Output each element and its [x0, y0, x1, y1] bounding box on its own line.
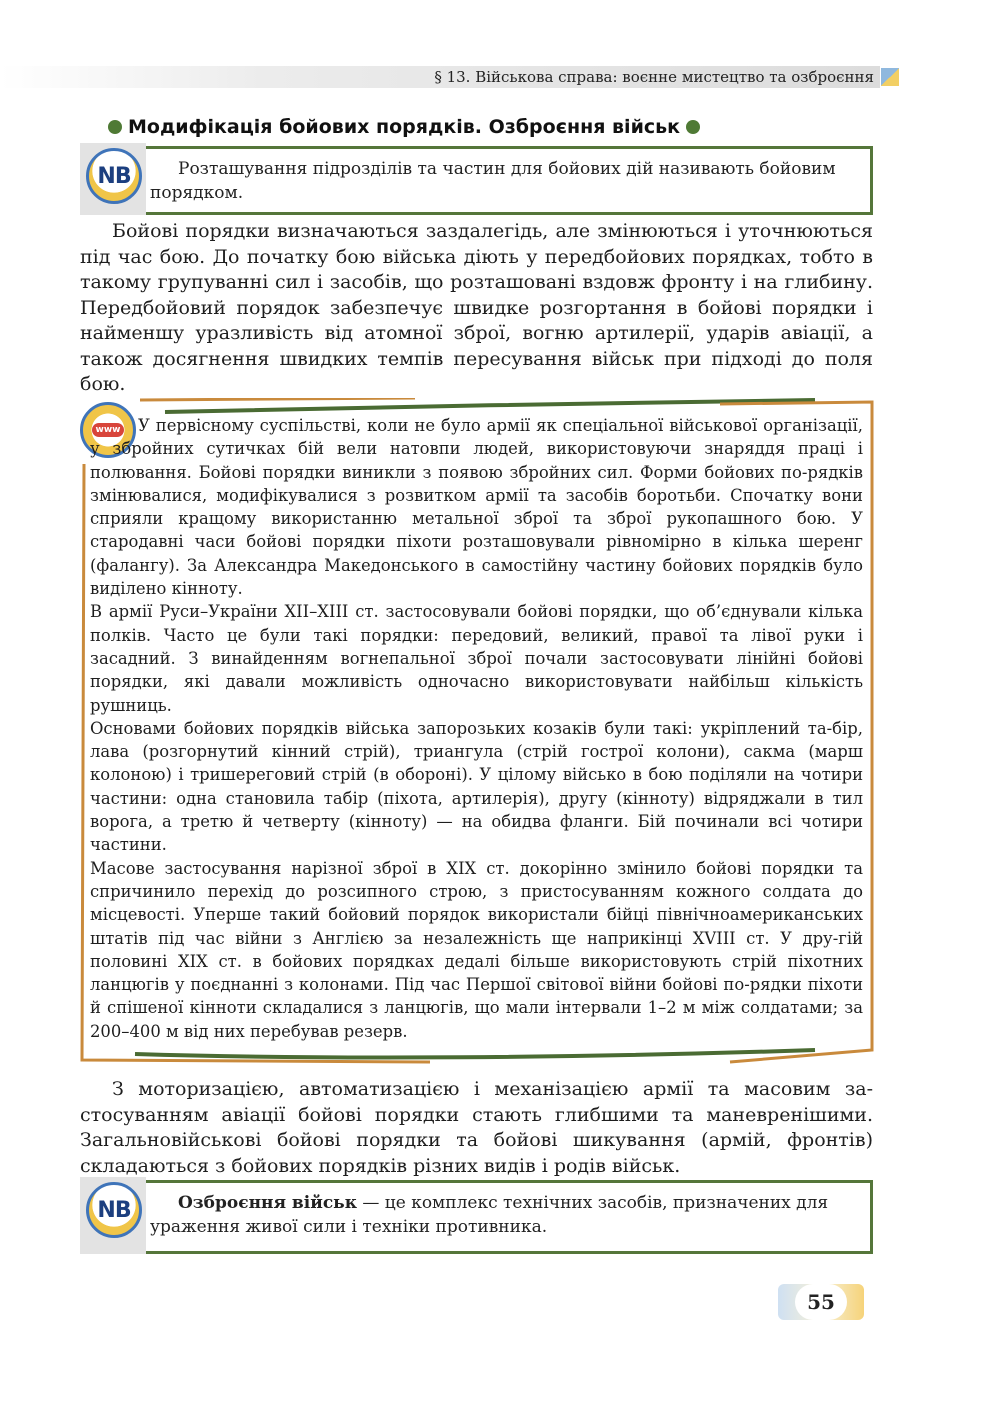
nb-logo-icon: NB — [86, 148, 142, 204]
nb-definition-box — [80, 1177, 873, 1254]
bullet-dot-icon — [108, 120, 122, 134]
www-paragraph: Масове застосування нарізної зброї в XIX ст. докорінно змінило бойові порядки та спричинило перехід до розсипного строю, з пристосуванням кожного солдата до місцевості. Уперше такий бойовий порядок використали бійці північноамериканських штатів під час війни з Англією за незалежність ще наприкінці XVIII ст. У дру-гій половині XIX ст. в бойових порядках дедалі більше використовують стрій піхотних ланцюгів у поєднанні з колонами. Під час Першої світової війни бойові по-рядки піхоти й спішеної кінноти складалися з ланцюгів, що мали інтервали 1–2 м між солдатами; за 200–400 м від них перебував резерв. — [90, 858, 863, 1041]
running-header: § 13. Військова справа: воєнне мистецтво та озброєння — [434, 68, 874, 86]
www-content — [90, 414, 863, 1043]
www-icon: www — [80, 402, 136, 458]
section-heading — [108, 114, 700, 140]
body-paragraph: З моторизацією, автоматизацією і механізацією армії та масовим застосуванням авіації бойові порядки стають глибшими та маневренішими. Загальновійськові бойові порядки та бойові шикування (армій, фронтів) складаються з бойових порядків різних видів і родів військ. — [80, 1078, 873, 1177]
www-paragraph: Основами бойових порядків війська запорозьких козаків були такі: укріплений та-бір, лава (розгорнутий кінний стрій), триангула (стрій гострої колони), сакма (марш колоною) і тришереговий стрій (в обороні). У цілому військо в бою поділяли на чотири частини: одна становила табір (піхота, артилерія), другу (кінноту) відряджали в тил ворога, а третю й четверту (кінноту) — на обидва фланги. Бій починали всі чотири частини. — [90, 718, 863, 855]
nb-term: Озброєння військ — [178, 1193, 357, 1213]
www-paragraph: У первісному суспільстві, коли не було армії як спеціальної військової організації, у збройних сутичках бій вели натовпи людей, використовуючи знаряддя праці і полювання. Бойові порядки виникли з появою збройних сил. Форми бойових по-рядків змінювалися, модифікувалися з розвитком армії та засобів боротьби. Спочатку вони сприяли кращому використанню метальної зброї та зброї рукопашного бою. У стародавні часи бойові порядки піхоти розташовували рівномірно в кілька шеренг (фалангу). За Александра Македонського в самостійну частину бойових порядків було виділено кінноту. — [90, 416, 863, 599]
nb-definition-text: Розташування підрозділів та частин для бойових дій називають бойовим порядком. — [150, 159, 836, 203]
section-heading-text: Модифікація бойових порядків. Озброєння військ — [128, 116, 681, 138]
nb-definition-text: Озброєння військ — це комплекс технічних засобів, призначених для ураження живої сили і техніки противника. — [150, 1193, 829, 1237]
nb-definition-box — [80, 143, 873, 215]
nb-logo-icon: NB — [86, 1182, 142, 1238]
header-corner-decoration — [881, 68, 899, 86]
bullet-dot-icon — [686, 120, 700, 134]
page-number: 55 — [795, 1284, 847, 1320]
body-paragraph: Бойові порядки визначаються заздалегідь, але змінюються і уточнюються під час бою. До початку бою війська діють у передбойових порядках, тобто в такому групуванні сил і засобів, що розташовані вздовж фронту і на глибину. Передбойовий порядок забезпечує швидке розгортання в бойові порядки і найменшу уразливість від атомної зброї, вогню артилерії, ударів авіації, а також досягнення швидких темпів пересування військ при підході до поля бою. — [80, 220, 873, 395]
www-paragraph: В армії Руси–України XII–XIII ст. застосовували бойові порядки, що об’єднували кілька полків. Часто це були такі порядки: передовий, великий, правої та лівої руки і засадний. З винайденням вогнепальної зброї почали застосовувати лінійні бойові порядки, які давали можливість одночасно використовувати найбільш кількість рушниць. — [90, 602, 863, 715]
